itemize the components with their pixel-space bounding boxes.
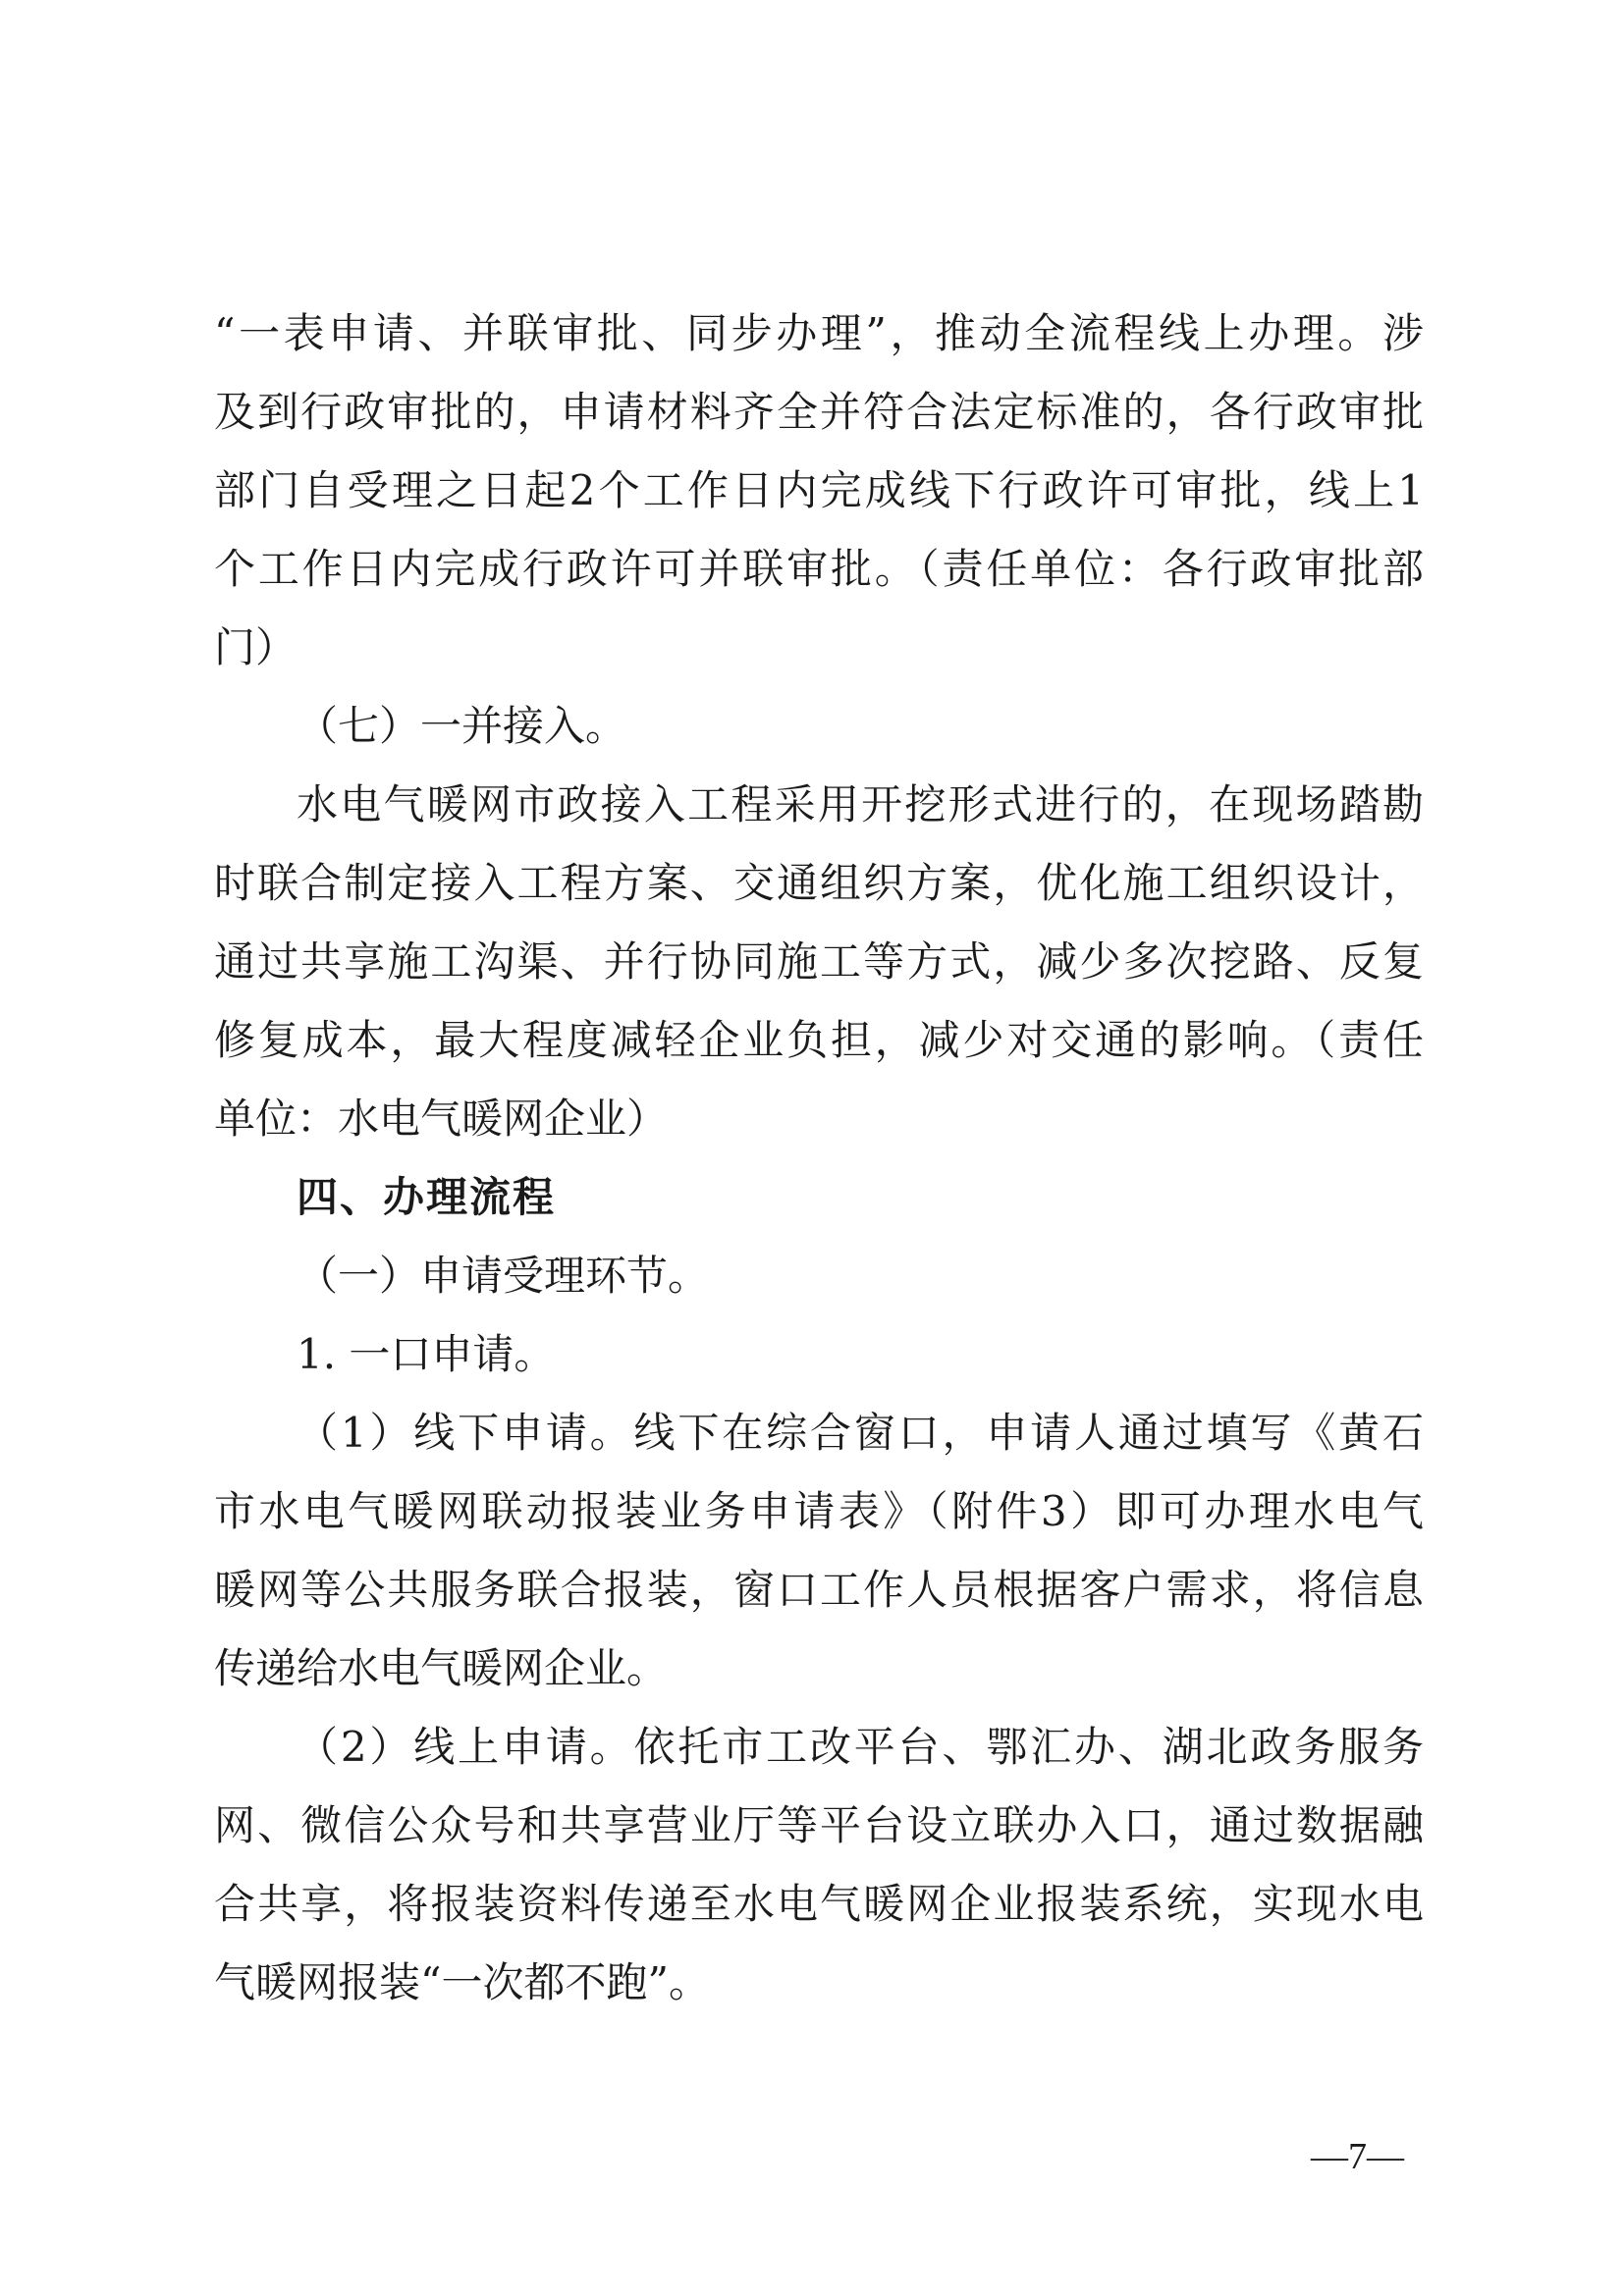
paragraph-line: （2）线上申请。依托市工改平台、鄂汇办、湖北政务服务	[297, 1723, 1424, 1771]
section-subheading: （七）一并接入。	[297, 702, 627, 750]
list-item-heading: 1. 一口申请。	[297, 1330, 556, 1378]
paragraph-line: 合共享，将报装资料传递至水电气暖网企业报装系统，实现水电	[214, 1880, 1424, 1928]
paragraph-line: 气暖网报装“一次都不跑”。	[214, 1958, 710, 2006]
paragraph-line: 修复成本，最大程度减轻企业负担，减少对交通的影响。（责任	[214, 1016, 1424, 1064]
paragraph-line: 市水电气暖网联动报装业务申请表》（附件3）即可办理水电气	[214, 1487, 1424, 1535]
paragraph-line: “一表申请、并联审批、同步办理”，推动全流程线上办理。涉	[214, 309, 1424, 357]
paragraph-line: 时联合制定接入工程方案、交通组织方案，优化施工组织设计，	[214, 859, 1424, 907]
paragraph-line: （1）线下申请。线下在综合窗口，申请人通过填写《黄石	[297, 1409, 1424, 1457]
paragraph-line: 及到行政审批的，申请材料齐全并符合法定标准的，各行政审批	[214, 388, 1424, 436]
paragraph-line: 部门自受理之日起2个工作日内完成线下行政许可审批，线上1	[214, 466, 1424, 514]
paragraph-line: 传递给水电气暖网企业。	[214, 1644, 669, 1692]
document-body	[214, 294, 1424, 2022]
page-number: —7—	[1311, 2136, 1404, 2177]
paragraph-line: 暖网等公共服务联合报装，窗口工作人员根据客户需求，将信息	[214, 1566, 1424, 1614]
paragraph-line: 通过共享施工沟渠、并行协同施工等方式，减少多次挖路、反复	[214, 937, 1424, 986]
paragraph-line: 单位：水电气暖网企业）	[214, 1095, 669, 1143]
section-subheading: （一）申请受理环节。	[297, 1252, 710, 1300]
section-heading: 四、办理流程	[297, 1173, 557, 1221]
paragraph-line: 网、微信公众号和共享营业厅等平台设立联办入口，通过数据融	[214, 1801, 1424, 1849]
paragraph-line: 个工作日内完成行政许可并联审批。（责任单位：各行政审批部	[214, 545, 1424, 593]
paragraph-line: 水电气暖网市政接入工程采用开挖形式进行的，在现场踏勘	[297, 780, 1424, 828]
paragraph-line: 门）	[214, 623, 298, 671]
